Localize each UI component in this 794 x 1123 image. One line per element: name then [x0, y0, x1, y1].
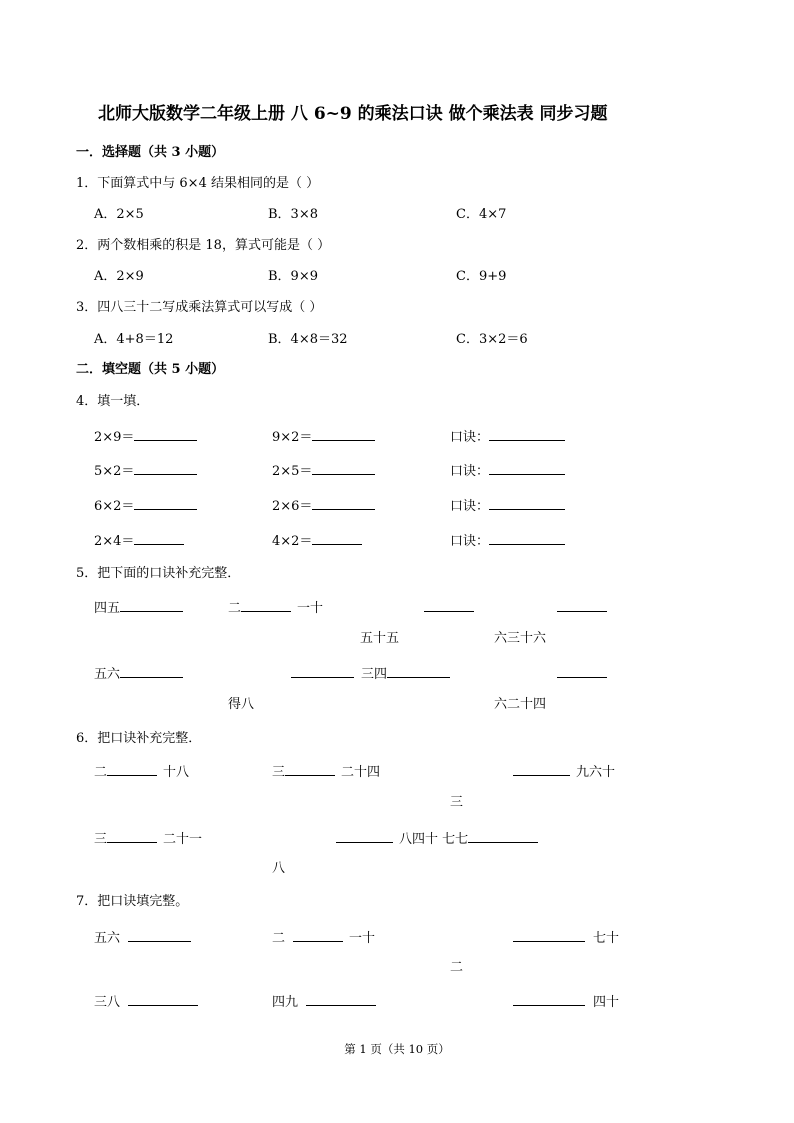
question-5-stem: 5．把下面的口诀补充完整．: [76, 566, 241, 581]
question-3-option-b: B．4×8＝32: [268, 332, 348, 347]
question-2-option-c: C．9+9: [456, 269, 507, 284]
section-heading-fill: 二．填空题（共 5 小题）: [76, 362, 225, 377]
question-3-option-c: C．3×2＝6: [456, 332, 528, 347]
answer-blank[interactable]: [285, 763, 335, 776]
q5-item-5: 五六: [94, 665, 183, 683]
q4-row3-col3: 口诀：: [450, 497, 565, 515]
q7-item-6: 四十: [513, 993, 619, 1011]
question-3-option-a: A．4+8＝12: [94, 332, 174, 347]
q4-row4-col3: 口诀：: [450, 532, 565, 550]
answer-blank[interactable]: [468, 830, 538, 843]
answer-blank[interactable]: [312, 532, 362, 545]
question-6-stem: 6．把口诀补充完整．: [76, 731, 202, 746]
q6-item-4-text: 八: [272, 861, 286, 876]
question-2-option-a: A．2×9: [94, 269, 144, 284]
q6-item-3-text: 三: [450, 795, 464, 810]
q5-item-2: 二 一十: [228, 601, 324, 616]
q4-row2-col2: 2×5＝: [272, 462, 375, 480]
answer-blank[interactable]: [387, 665, 450, 678]
answer-blank[interactable]: [489, 428, 565, 441]
q4-row1-col3: 口诀：: [450, 428, 565, 446]
q5-item-4-text: 六三十六: [494, 631, 547, 646]
q4-row2-col3: 口诀：: [450, 462, 565, 480]
answer-blank[interactable]: [306, 993, 376, 1006]
q6-item-5: 八四十 七七: [336, 830, 538, 848]
answer-blank[interactable]: [513, 763, 570, 776]
q5-item-3-text: 五十五: [360, 631, 400, 646]
answer-blank[interactable]: [489, 532, 565, 545]
q5-item-4: [557, 599, 607, 617]
page-number-footer: 第 1 页（共 10 页）: [344, 1042, 450, 1056]
answer-blank[interactable]: [120, 599, 183, 612]
q5-item-6: [291, 665, 354, 683]
q5-item-6-text: 得八: [228, 697, 255, 712]
answer-blank[interactable]: [120, 665, 183, 678]
answer-blank[interactable]: [312, 462, 375, 475]
page-title: 北师大版数学二年级上册 八 6~9 的乘法口诀 做个乘法表 同步习题: [98, 104, 608, 124]
answer-blank[interactable]: [557, 665, 607, 678]
question-3-stem: 3．四八三十二写成乘法算式可以写成（ ）: [76, 300, 323, 315]
answer-blank[interactable]: [134, 532, 184, 545]
question-1-option-a: A．2×5: [94, 207, 144, 222]
q7-item-5: 四九: [272, 993, 376, 1011]
answer-blank[interactable]: [134, 497, 197, 510]
q7-item-3: 七十: [513, 929, 619, 947]
answer-blank[interactable]: [424, 599, 474, 612]
answer-blank[interactable]: [107, 830, 157, 843]
answer-blank[interactable]: [513, 993, 585, 1006]
answer-blank[interactable]: [336, 830, 393, 843]
question-1-stem: 1．下面算式中与 6×4 结果相同的是（ ）: [76, 176, 320, 191]
answer-blank[interactable]: [489, 497, 565, 510]
answer-blank[interactable]: [489, 462, 565, 475]
answer-blank[interactable]: [128, 993, 198, 1006]
question-2-stem: 2．两个数相乘的积是 18，算式可能是（ ）: [76, 238, 331, 253]
answer-blank[interactable]: [241, 599, 291, 612]
q4-row3-col2: 2×6＝: [272, 497, 375, 515]
answer-blank[interactable]: [312, 497, 375, 510]
q5-item-1: 四五: [94, 599, 183, 617]
answer-blank[interactable]: [107, 763, 157, 776]
q5-item-8-text: 六二十四: [494, 697, 547, 712]
q5-item-8: [557, 665, 607, 683]
q6-item-4: 三 二十一: [94, 832, 203, 847]
q4-row1-col1: 2×9＝: [94, 428, 197, 446]
q5-item-3: [424, 599, 474, 617]
q5-item-7: 三四: [361, 665, 450, 683]
question-7-stem: 7．把口诀填完整。: [76, 894, 189, 909]
question-2-option-b: B．9×9: [268, 269, 318, 284]
q4-row3-col1: 6×2＝: [94, 497, 197, 515]
answer-blank[interactable]: [134, 462, 197, 475]
q7-item-4: 三八: [94, 993, 198, 1011]
question-4-stem: 4．填一填．: [76, 394, 150, 409]
answer-blank[interactable]: [291, 665, 354, 678]
q4-row4-col1: 2×4＝: [94, 532, 184, 550]
q6-item-1: 二 十八: [94, 765, 190, 780]
question-1-option-b: B．3×8: [268, 207, 318, 222]
answer-blank[interactable]: [557, 599, 607, 612]
q7-item-1: 五六: [94, 929, 191, 947]
answer-blank[interactable]: [134, 428, 197, 441]
q6-item-3: 九六十: [513, 763, 615, 781]
answer-blank[interactable]: [128, 929, 191, 942]
q7-item-3-text: 二: [450, 960, 464, 975]
q6-item-2: 三 二十四: [272, 765, 381, 780]
q4-row4-col2: 4×2＝: [272, 532, 362, 550]
q7-item-2: 二 一十: [272, 931, 376, 946]
answer-blank[interactable]: [312, 428, 375, 441]
q4-row2-col1: 5×2＝: [94, 462, 197, 480]
section-heading-choice: 一．选择题（共 3 小题）: [76, 145, 225, 160]
answer-blank[interactable]: [513, 929, 585, 942]
q4-row1-col2: 9×2＝: [272, 428, 375, 446]
question-1-option-c: C．4×7: [456, 207, 507, 222]
answer-blank[interactable]: [293, 929, 343, 942]
